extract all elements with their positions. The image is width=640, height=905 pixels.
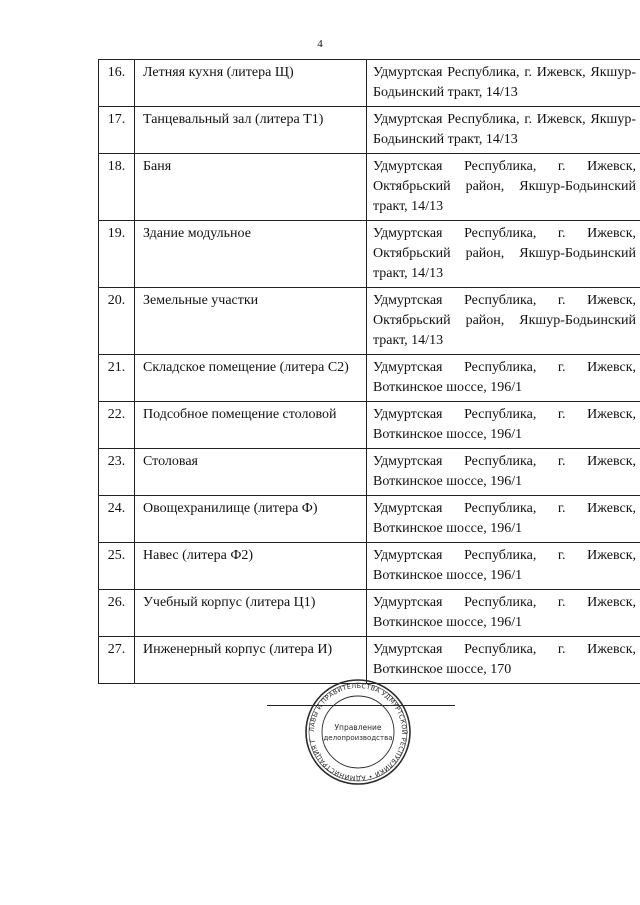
- object-name: Овощехранилище (литера Ф): [135, 496, 367, 543]
- table-row: [99, 543, 640, 590]
- object-address: Удмуртская Республика, г. Ижевск, Октябрьский район, Якшур-Бодьинский тракт, 14/13: [367, 288, 640, 355]
- row-number: 25.: [99, 543, 135, 590]
- property-table: [98, 59, 640, 684]
- object-address: Удмуртская Республика, г. Ижевск, Октябрьский район, Якшур-Бодьинский тракт, 14/13: [367, 154, 640, 221]
- page-number: 4: [317, 38, 323, 50]
- object-name: Летняя кухня (литера Щ): [135, 60, 367, 107]
- table-row: [99, 449, 640, 496]
- row-number: 17.: [99, 107, 135, 154]
- row-number: 23.: [99, 449, 135, 496]
- table-row: [99, 355, 640, 402]
- object-name: Складское помещение (литера С2): [135, 355, 367, 402]
- stamp-ring-textpath: ЛАВЫ И ПРАВИТЕЛЬСТВА УДМУРТСКОЙ РЕСПУБЛИКИ • АДМИНИСТРАЦИЯ Г: [307, 681, 409, 783]
- table-row: [99, 288, 640, 355]
- table-row: [99, 60, 640, 107]
- object-name: Танцевальный зал (литера Т1): [135, 107, 367, 154]
- object-name: Навес (литера Ф2): [135, 543, 367, 590]
- object-address: Удмуртская Республика, г. Ижевск, Октябрьский район, Якшур-Бодьинский тракт, 14/13: [367, 221, 640, 288]
- row-number: 19.: [99, 221, 135, 288]
- row-number: 21.: [99, 355, 135, 402]
- object-address: Удмуртская Республика, г. Ижевск, Воткинское шоссе, 170: [367, 637, 640, 684]
- object-name: Здание модульное: [135, 221, 367, 288]
- object-address: Удмуртская Республика, г. Ижевск, Воткинское шоссе, 196/1: [367, 402, 640, 449]
- object-address: Удмуртская Республика, г. Ижевск, Воткинское шоссе, 196/1: [367, 449, 640, 496]
- object-address: Удмуртская Республика, г. Ижевск, Воткинское шоссе, 196/1: [367, 355, 640, 402]
- object-name: Земельные участки: [135, 288, 367, 355]
- row-number: 20.: [99, 288, 135, 355]
- object-address: Удмуртская Республика, г. Ижевск, Якшур-Бодьинский тракт, 14/13: [367, 60, 640, 107]
- row-number: 27.: [99, 637, 135, 684]
- object-address: Удмуртская Республика, г. Ижевск, Воткинское шоссе, 196/1: [367, 543, 640, 590]
- table-row: [99, 154, 640, 221]
- table-row: [99, 402, 640, 449]
- object-name: Подсобное помещение столовой: [135, 402, 367, 449]
- table-row: [99, 221, 640, 288]
- object-name: Баня: [135, 154, 367, 221]
- property-table-body: [99, 60, 640, 684]
- row-number: 16.: [99, 60, 135, 107]
- stamp-center-line2: делопроизводства: [323, 734, 393, 742]
- object-name: Учебный корпус (литера Ц1): [135, 590, 367, 637]
- object-address: Удмуртская Республика, г. Ижевск, Воткинское шоссе, 196/1: [367, 590, 640, 637]
- object-address: Удмуртская Республика, г. Ижевск, Якшур-Бодьинский тракт, 14/13: [367, 107, 640, 154]
- object-address: Удмуртская Республика, г. Ижевск, Воткинское шоссе, 196/1: [367, 496, 640, 543]
- table-row: [99, 107, 640, 154]
- table-row: [99, 496, 640, 543]
- object-name: Инженерный корпус (литера И): [135, 637, 367, 684]
- stamp-center-line1: Управление: [334, 723, 382, 732]
- row-number: 26.: [99, 590, 135, 637]
- stamp-inner-ring: [322, 696, 394, 768]
- row-number: 18.: [99, 154, 135, 221]
- table-row: [99, 590, 640, 637]
- object-name: Столовая: [135, 449, 367, 496]
- official-stamp: [303, 677, 413, 787]
- row-number: 24.: [99, 496, 135, 543]
- row-number: 22.: [99, 402, 135, 449]
